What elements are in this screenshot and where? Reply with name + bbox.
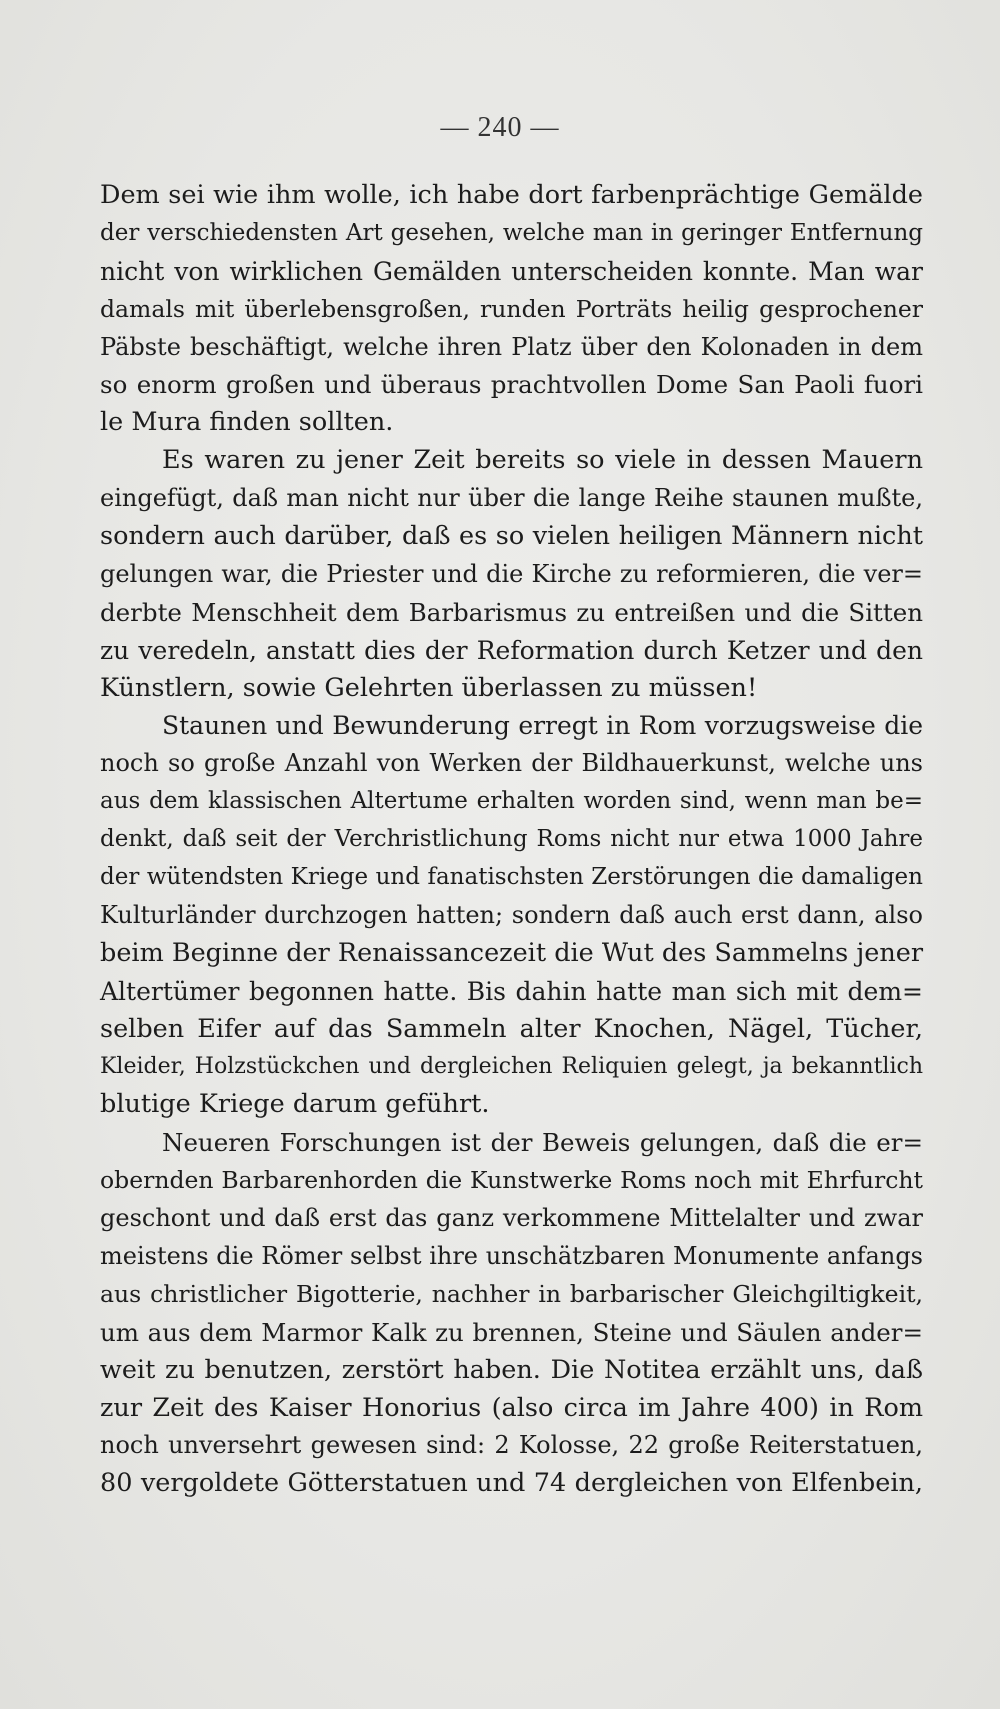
text-line: Kleider, Holzstückchen und dergleichen Reliquien gelegt, ja bekanntlich bbox=[100, 1054, 923, 1080]
text-line: aus christlicher Bigotterie, nachher in barbarischer Gleichgiltigkeit, bbox=[100, 1279, 923, 1308]
paragraph bbox=[100, 442, 923, 707]
text-line: noch so große Anzahl von Werken der Bildhauerkunst, welche uns bbox=[100, 749, 923, 778]
text-line: Altertümer begonnen hatte. Bis dahin hatte man sich mit dem= bbox=[100, 976, 923, 1006]
text-line: blutige Kriege darum geführt. bbox=[100, 1089, 490, 1120]
text-line: denkt, daß seit der Verchristlichung Roms nicht nur etwa 1000 Jahre bbox=[100, 826, 923, 853]
text-line: aus dem klassischen Altertume erhalten worden sind, wenn man be= bbox=[100, 788, 923, 815]
text-line: 80 vergoldete Götterstatuen und 74 dergleichen von Elfenbein, bbox=[100, 1468, 923, 1499]
text-line: meistens die Römer selbst ihre unschätzbaren Monumente anfangs bbox=[100, 1241, 923, 1270]
paragraph bbox=[100, 177, 923, 442]
body-text bbox=[100, 177, 923, 1503]
text-line: Dem sei wie ihm wolle, ich habe dort farbenprächtige Gemälde bbox=[100, 180, 923, 210]
text-line: obernden Barbarenhorden die Kunstwerke Roms noch mit Ehrfurcht bbox=[100, 1166, 923, 1195]
text-line: nicht von wirklichen Gemälden unterscheiden konnte. Man war bbox=[100, 256, 923, 286]
text-line: geschont und daß erst das ganz verkommene Mittelalter und zwar bbox=[100, 1204, 923, 1233]
text-line: beim Beginne der Renaissancezeit die Wut des Sammelns jener bbox=[100, 937, 924, 968]
text-line: so enorm großen und überaus prachtvollen Dome San Paoli fuori bbox=[100, 370, 923, 400]
text-line: le Mura finden sollten. bbox=[100, 407, 394, 438]
text-line: derbte Menschheit dem Barbarismus zu entreißen und die Sitten bbox=[100, 597, 923, 627]
text-line: Staunen und Bewunderung erregt in Rom vorzugsweise die bbox=[162, 711, 923, 741]
text-line: der verschiedensten Art gesehen, welche man in geringer Entfernung bbox=[100, 219, 923, 246]
text-line: Päbste beschäftigt, welche ihren Platz über den Kolonaden in dem bbox=[100, 332, 923, 361]
text-line: der wütendsten Kriege und fanatischsten Zerstörungen die damaligen bbox=[100, 864, 923, 891]
text-line: Neueren Forschungen ist der Beweis gelungen, daß die er= bbox=[162, 1128, 923, 1158]
text-line: Künstlern, sowie Gelehrten überlassen zu müssen! bbox=[100, 672, 758, 703]
text-line: noch unversehrt gewesen sind: 2 Kolosse, 22 große Reiterstatuen, bbox=[100, 1431, 923, 1460]
text-line: Kulturländer durchzogen hatten; sondern daß auch erst dann, also bbox=[100, 900, 923, 929]
text-line: zu veredeln, anstatt dies der Reformation durch Ketzer und den bbox=[100, 635, 923, 665]
text-line: gelungen war, die Priester und die Kirche zu reformieren, die ver= bbox=[100, 559, 923, 588]
text-line: um aus dem Marmor Kalk zu brennen, Steine und Säulen ander= bbox=[100, 1317, 923, 1347]
paragraph bbox=[100, 707, 923, 1124]
text-line: selben Eifer auf das Sammeln alter Knochen, Nägel, Tücher, bbox=[100, 1013, 923, 1044]
page-number: — 240 — bbox=[440, 112, 560, 143]
text-line: damals mit überlebensgroßen, runden Porträts heilig gesprochener bbox=[100, 294, 923, 323]
text-line: weit zu benutzen, zerstört haben. Die Notitea erzählt uns, daß bbox=[100, 1354, 923, 1385]
text-line: eingefügt, daß man nicht nur über die lange Reihe staunen mußte, bbox=[100, 484, 923, 513]
text-line: zur Zeit des Kaiser Honorius (also circa im Jahre 400) in Rom bbox=[100, 1392, 923, 1423]
paragraph bbox=[100, 1124, 923, 1503]
text-line: sondern auch darüber, daß es so vielen heiligen Männern nicht bbox=[100, 521, 923, 552]
text-line: Es waren zu jener Zeit bereits so viele in dessen Mauern bbox=[162, 445, 923, 476]
